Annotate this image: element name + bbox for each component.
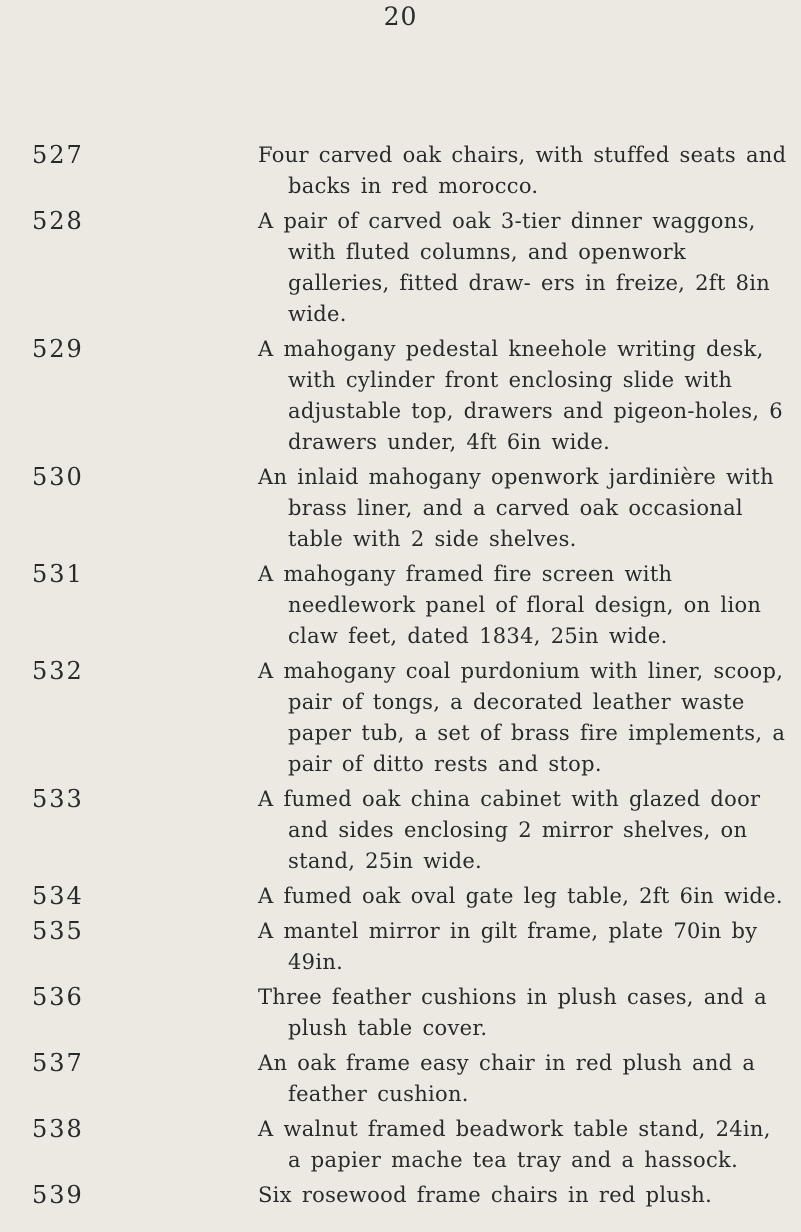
lot-description: Three feather cushions in plush cases, and a plush table cover. [258, 985, 767, 1040]
page-number: 20 [383, 2, 418, 31]
lot-number: 532 [32, 657, 84, 685]
lot-description: A mahogany coal purdonium with liner, scoop, pair of tongs, a decorated leather waste paper tub, a set of brass fire implements, a pair of ditto rests and stop. [258, 659, 786, 776]
lot-description: A fumed oak oval gate leg table, 2ft 6in wide. [258, 884, 783, 908]
lot-number: 528 [32, 207, 84, 235]
lot-number: 534 [32, 882, 84, 910]
lot-number: 530 [32, 463, 84, 491]
lot-number: 533 [32, 785, 84, 813]
lot-description: An oak frame easy chair in red plush and a feather cushion. [258, 1051, 756, 1106]
lot-number: 531 [32, 560, 84, 588]
lot-description: A pair of carved oak 3-tier dinner waggons, with fluted columns, and openwork galleries, fitted draw- ers in freize, 2ft 8in wide. [258, 209, 771, 326]
lot-number: 539 [32, 1181, 84, 1209]
lot-number: 529 [32, 335, 84, 363]
lot-description: A fumed oak china cabinet with glazed door and sides enclosing 2 mirror shelves, on stand, 25in wide. [258, 787, 761, 873]
lot-number: 537 [32, 1049, 84, 1077]
lot-description: A walnut framed beadwork table stand, 24in, a papier mache tea tray and a hassock. [258, 1117, 771, 1172]
lot-number: 538 [32, 1115, 84, 1143]
lot-number: 527 [32, 141, 84, 169]
lot-description: An inlaid mahogany openwork jardinière with brass liner, and a carved oak occasional table with 2 side shelves. [258, 465, 774, 551]
lot-description: Six rosewood frame chairs in red plush. [258, 1183, 713, 1207]
lot-description: Four carved oak chairs, with stuffed seats and backs in red morocco. [258, 143, 787, 198]
lot-number: 535 [32, 917, 84, 945]
lot-description: A mahogany pedestal kneehole writing desk, with cylinder front enclosing slide with adjustable top, drawers and pigeon-holes, 6 drawers under, 4ft 6in wide. [258, 337, 783, 454]
lot-description: A mahogany framed fire screen with needlework panel of floral design, on lion claw feet, dated 1834, 25in wide. [258, 562, 762, 648]
lot-description: A mantel mirror in gilt frame, plate 70in by 49in. [258, 919, 758, 974]
lot-number: 536 [32, 983, 84, 1011]
